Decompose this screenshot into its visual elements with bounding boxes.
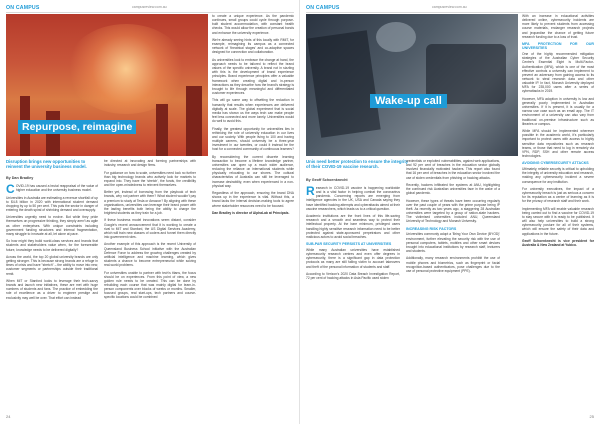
site-url: campusreview.com.au [432,5,467,9]
paragraph: While MFA should be implemented wherever possible in the academic world, it's particularly important to protect users with access to highly sensitive data repositories such as research teams, or those that need to log in remotely via VPN, RDP, SSH and other remote access technologies. [522,129,594,158]
paragraph: Research in COVID-19 vaccine is happening worldwide and is a vital factor in helping combat the coronavirus pandemic. Concerning reports are emerging from intelligence agencies in the UK, USA and Canada saying they have identified hacking attempts and cyberattacks aimed at their vaccine researchers, which leads us to a critical question. [306,186,400,211]
article-subhead: Disruption brings new opportunities to reinvent the university business model. [6,159,87,170]
paragraph: For guidance on how to scale, universities need look no further than big technology brands who actively look for markets to expand into. They have the 'stretch', the funds, the credibility and the open-mindedness to reinvent themselves. [104,170,196,187]
author-bio: Dan Bradley is director of AlphaLab at Principals. [212,210,290,215]
paragraph: Universities commonly adopt a 'Bring Your Own Device (BYOD)' environment, further elevating the security risk with the use of personal computers, tablets, mobiles and other smart devices brought into educational institutions by research staff, lecturers and students. [406,232,500,254]
paragraph: Finally, the greatest opportunity for universities lies in rethinking the role of university education in our lives and our society. With people living to 100 and having multiple careers, should university be a three-year investment in our twenties, or could it instead be the host for a connected community of continuous learners? [212,126,294,152]
hero-shape [376,22,416,52]
article-column-1 [306,186,400,410]
article-headline: Repurpose, reimagine [18,120,136,134]
page-number: 24 [6,414,11,419]
paragraph: According to Verizon's 2020 Data Breach Investigation Report, 72 per cent of hacking attacks in Asia Pacific used stolen [306,271,400,281]
article-column-1 [6,184,98,410]
paragraph: So how might they build world-class services and brands that students and stakeholders value when, for the foreseeable future, knowledge needs to be delivered digitally? [6,239,98,252]
paragraph: COVID-19 has caused a brutal reappraisal of the value of higher education and the university business model. [6,184,98,197]
author-bio: Geoff Schoenknecht is vice president for Australia & New Zealand at Yubico. [522,238,594,248]
paragraph: be directed at innovating and forming partnerships with industry, research and design firms. [104,159,196,168]
header-rule [306,12,594,13]
paragraph: Recently, hackers infiltrated the systems at ANU, highlighting the continued risk Australian universities face in the wake of a global pandemic. [406,182,500,196]
article-column-3 [212,14,294,410]
paragraph: Universities in Australia are estimating a revenue shortfall of up to $4.8 billion in 2020 with international student demand dropping by up to 50 per cent. This puts the sector in danger of entering the death spiral of shrinking demand and oversupply. [6,195,98,212]
paragraph: Additionally, many research environments prohibit the use of mobile phones and biometrics, such as fingerprint or facial recognition-based authenticators, pose challenges due to the use of personal protective equipment (PPE). [406,256,500,273]
hero-shape [186,86,202,156]
paragraph: However, MFA adoption in university is low and generally poorly implemented in Australian universities. If it is present, it is usually for a narrow use case such as an email app. The IT environment of a university can also vary from traditional on-premise infrastructure such as libraries or campus. [522,96,594,126]
section-label: ON CAMPUS [6,5,40,11]
hero-image [306,14,518,156]
paragraph: This will go some way to offsetting the reduction in humanity that results when experiences are delivered digitally at scale. The global experiment that is social media has shown us the ways tech can make people feel less connected and more lonely. Universities would do well to avoid this. [212,98,294,124]
section-heading: MFA PROTECTION FOR OUR UNIVERSITIES [522,42,594,51]
hero-shape [156,104,168,156]
article-subhead: Unis need better protection to ensure the integrity of their COVID-19 vaccine research. [306,159,409,170]
paragraph: While many Australian universities have established cybersecurity research centres and even offer degrees in cybersecurity, there is a significant gap in data protection protocols as many are still falling victim to account takeovers and theft of the personal information of students and staff. [306,247,400,269]
site-url: campusreview.com.au [132,5,167,9]
drop-cap: C [6,184,15,197]
article-headline: Wake-up call [370,94,447,108]
hero-image [6,14,208,156]
section-heading: SUB-PAR SECURITY PERSISTS AT UNIVERSITIES [306,242,392,247]
section-label: ON CAMPUS [306,5,340,11]
hero-glow [66,24,186,114]
paragraph: If these business model innovations seem distant, consider Google's recent announcement that it is working to create a rival to MIT and Stanford, the US Digital Services Academy, which will train new classes of coders and funnel them directly into government roles. [104,218,196,240]
paragraph: With an increase in educational activities delivered online, cybersecurity incidents are more likely to prevent students from accessing course materials, endanger research projects and jeopardise the chance of getting future research funding due to a loss of trust. [522,14,594,39]
page-number: 25 [589,414,594,419]
article-column-3 [522,14,594,410]
paragraph: to create a unique experience. As the pandemic continues, small groups could cycle through purpose-built student accommodation, with constant health checks. This would allow the creation of personal bonds and enhance the university experience. [212,14,294,35]
paragraph: Regardless of the approach, ensuring the brand DNA shows up in the experience is vital. Without this, a brand lacks the internal decision-making tools to agree where stakeholder resources need to be focused. [212,191,294,208]
paragraph: Implementing MFA will enable valuable research being carried out to find a vaccine for COVID-19 to stay secure with it is ready to be published. It will also help universities to build a strong cybersecurity posture for all of their systems, which will ensure the safety of their data and applications in the future. [522,206,594,236]
paragraph: Better yet, instead of borrowing from the playbook of tech brands, why not partner with them? What student wouldn't pay a premium to study at Tesla or Amazon? By aligning with these organisations, universities can leverage their brand power with the lasting benefits both being the ability to charge the brightest students as they train for a job. [104,190,196,216]
byline: By Geoff Schoenknecht [306,178,348,182]
paragraph: credentials or exploited vulnerabilities, against web applications, and 92 per cent of breaches in the education sector globally involved financially motivated hackers. This report also found that 16 per cent of breaches in the education sector involved the use of stolen credentials from phishing or hacking attacks. [406,159,500,180]
article-column-2 [104,159,196,410]
paragraph: For university executives, the impact of a cybersecurity breach is just as serious a concern for its reputation as a centre of learning as it is for the privacy of research staff and their work. [522,186,594,204]
paragraph: One of the highly recommended mitigation strategies of the Australian Cyber Security Centre's Essential Eight is Multi-Factor-Authentication (MFA), which is one of the most effective controls a university can implement to prevent an adversary from gaining access to its network to steal research data and other valuable IP. In fact, Monash University deployed MFA for 235,000 users after a series of cyberattacks in 2019. [522,52,594,94]
paragraph: As universities look to embrace the change at hand, the approach needs to be tailored to reflect the brand values of the specific university. A brand not in sizzling with this is the development of brand experience principles. Brand experience principles offer a valuable framework when creating digital and in-person interactions as they describe how the brand's strategy is brought to life through meaningful and differentiated customer experiences. [212,57,294,96]
paragraph: Another example of this approach is the recent University of Queensland Business School initiative with the Australian Defence Force to address the growing challenges created by artificial intelligence and machine learning, which gives students a chance to become entrepreneurial while solving real-world problems. [104,242,196,268]
paragraph: Academic institutions are the front lines of this life-saving research and a smooth and seamless way to protect their intellectual property. At the bare minimum, privileged users handling highly sensitive research information need to be better protected against state-sponsored perpetrators and other malicious actors to avoid social breaches. [306,214,400,239]
paragraph: We're already seeing hints of this locally with RMIT, for example, reimagining its campus as a connected network of 'theatrical stages' and co-adaptive spaces designed for connection and collaboration. [212,37,294,55]
drop-cap: R [306,186,315,199]
section-heading: INCREASING RISK FACTORS [406,226,457,231]
paragraph: However, these types of threats have been occurring regularly over the past couple of years with the prime purpose being IP theft. As recently as two years ago, a staggering 28 Australian universities were targeted by a group of nation-state hackers. The victimised universities included ANU, Queensland University of Technology and Monash University. [406,198,500,224]
paragraph: Across the world, the top 20 global university brands are only getting stronger. This is because strong brands are a refuge in times of crisis and have "stretch" – the ability to move into new, customer segments or partnerships outside their traditional remit. [6,254,98,276]
paragraph: Universities urgently need to evolve. But while they pride themselves on progressive thinking, they simply aren't as agile as other enterprises. With unique constraints including government funding structures and internal fragmentation, many struggle to innovate at all, let alone at pace. [6,215,98,236]
paragraph: By reconsidering the current discrete learning transaction to become a lifetime knowledge partner, universities can open up a much wider audience, reducing the reliance on international students while physically relocating to our shores. The cultural characteristics of Australia can still be leveraged to increase desirability, even when experienced in a non-physical way. [212,154,294,188]
byline: By Dan Bradley [6,176,34,180]
paragraph: For universities unable to partner with tech's titans, the focus should be on experiences. From this point of view, a new golden rule needs to be created. This can be done by rebuilding each course that was mainly digital for learn-in-person components over blocks of weeks or months. Smaller, focused groups, real start-ups, tech partners and course-specific locations could be combined [104,270,196,300]
section-heading: AVOIDING CYBERSECURITY ATTACKS [522,161,589,166]
article-column-2 [406,159,500,410]
paragraph: When MIT or Stanford looks to leverage their tech-savvy brands and launch new initiatives, these are met with huge numbers of students and fans. The practice of embedding the role of excellence as a driver to engineer prestige and exclusivity may well be over. That effort can instead [6,278,98,300]
right-page [300,0,600,424]
header-rule [6,12,294,13]
hero-shape [307,30,380,137]
paragraph: Ultimately, reliable security is critical to upholding the integrity of university education and research, making any cybersecurity incident a severe consequence for any institution. [522,167,594,184]
